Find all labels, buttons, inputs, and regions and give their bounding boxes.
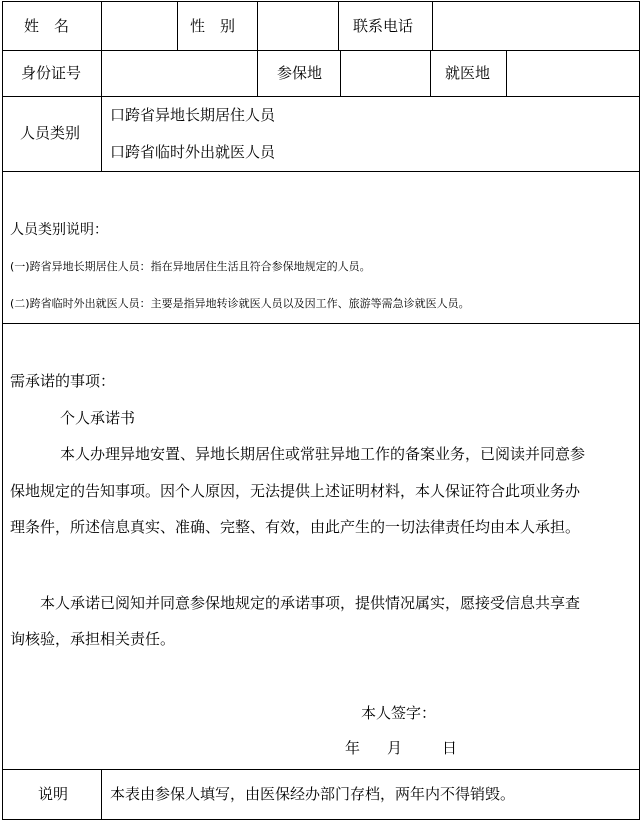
name-input[interactable]: [103, 3, 176, 49]
col-divider: [101, 769, 102, 820]
category-label: 人员类别: [20, 124, 81, 142]
name-label: 姓 名: [24, 17, 70, 35]
col-divider: [338, 1, 339, 50]
col-divider: [177, 1, 178, 50]
signature-label: 本人签字：: [361, 704, 437, 722]
id-number-label: 身份证号: [21, 64, 82, 82]
col-divider: [340, 50, 341, 96]
checkbox-icon[interactable]: 口: [110, 143, 126, 161]
category-option-long-term[interactable]: [110, 108, 275, 123]
phone-input[interactable]: [434, 3, 638, 49]
category-option-label: 跨省临时外出就医人员: [125, 143, 276, 161]
commitment-paragraph-line: 本人办理异地安置、异地长期居住或常驻异地工作的备案业务，已阅读并同意参: [60, 445, 586, 463]
row-divider-2: [2, 96, 640, 97]
row-divider-1: [2, 50, 640, 51]
col-divider: [257, 1, 258, 50]
category-note-title: 人员类别说明：: [10, 222, 108, 238]
category-option-label: 跨省异地长期居住人员: [125, 106, 276, 124]
col-divider: [101, 50, 102, 96]
id-number-input[interactable]: [103, 52, 256, 95]
category-note-item: (二)跨省临时外出就医人员：主要是指异地转诊就医人员以及因工作、旅游等需急诊就医人员。: [10, 297, 470, 310]
col-divider: [506, 50, 507, 96]
row-divider-5: [2, 769, 640, 770]
date-year: 年: [345, 739, 361, 757]
commitment-paragraph-line: 询核验，承担相关责任。: [10, 630, 176, 648]
commitment-paragraph-line: 理条件，所述信息真实、准确、完整、有效，由此产生的一切法律责任均由本人承担。: [10, 518, 581, 536]
category-note-item: (一)跨省异地长期居住人员：指在异地居住生活且符合参保地规定的人员。: [10, 260, 371, 273]
col-divider: [430, 50, 431, 96]
category-option-temporary[interactable]: [110, 145, 275, 160]
footer-label: 说明: [38, 785, 69, 803]
col-divider: [101, 1, 102, 50]
date-day: 日: [442, 739, 458, 757]
date-month: 月: [387, 739, 403, 757]
insured-place-label: 参保地: [277, 64, 323, 82]
row-divider-3: [2, 171, 640, 172]
checkbox-icon[interactable]: 口: [110, 106, 126, 124]
medical-place-input[interactable]: [508, 52, 638, 95]
commitment-subtitle: 个人承诺书: [60, 409, 136, 427]
insured-place-input[interactable]: [342, 52, 429, 95]
commitment-title: 需承诺的事项：: [10, 372, 116, 390]
row-divider-4: [2, 323, 640, 324]
commitment-paragraph-line: 保地规定的告知事项。因个人原因，无法提供上述证明材料，本人保证符合此项业务办: [10, 482, 581, 500]
medical-place-label: 就医地: [445, 64, 491, 82]
commitment-paragraph-line: 本人承诺已阅知并同意参保地规定的承诺事项，提供情况属实，愿接受信息共享查: [40, 594, 581, 612]
col-divider: [257, 50, 258, 96]
phone-label: 联系电话: [353, 17, 414, 35]
gender-input[interactable]: [259, 3, 337, 49]
footer-text: 本表由参保人填写，由医保经办部门存档，两年内不得销毁。: [110, 785, 516, 803]
col-divider: [101, 96, 102, 171]
col-divider: [432, 1, 433, 50]
gender-label: 性 别: [190, 17, 236, 35]
